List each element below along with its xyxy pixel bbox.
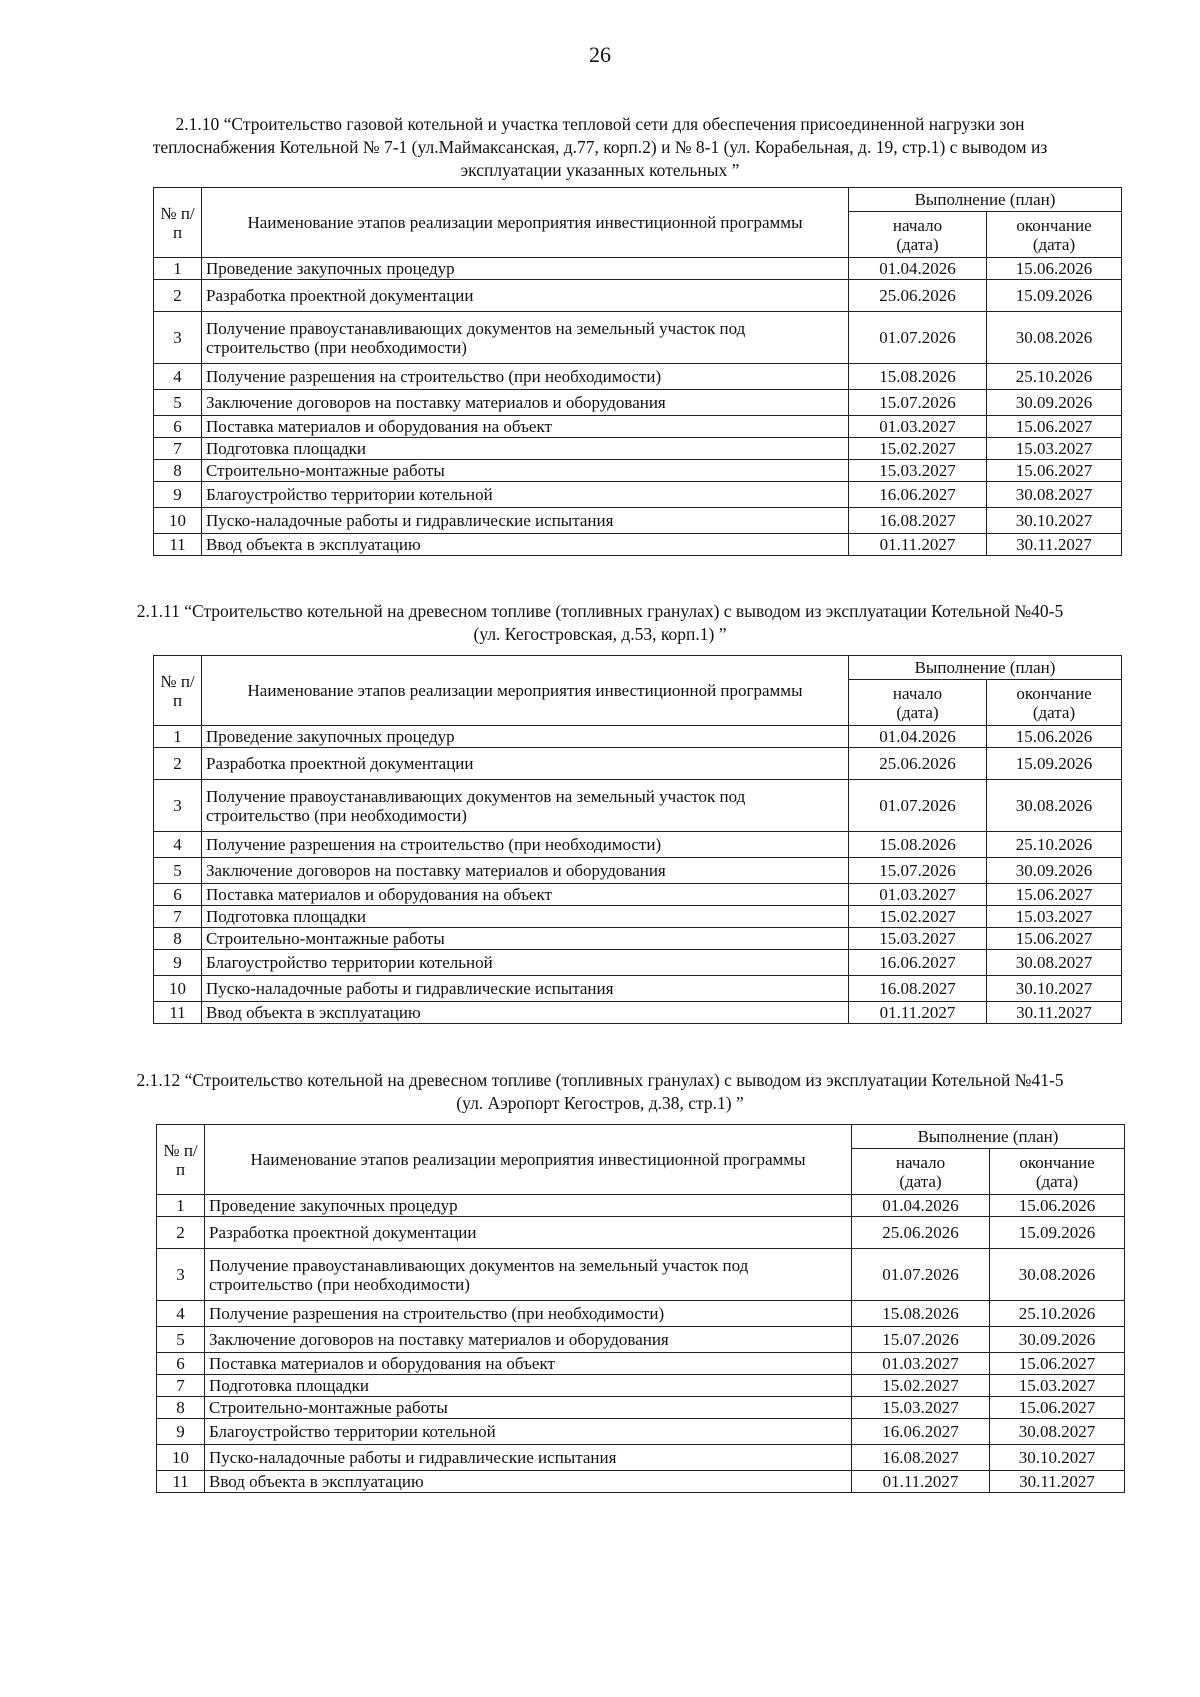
header-date-label: (дата)	[1032, 234, 1076, 254]
end-date: 25.10.2026	[987, 832, 1122, 858]
table-row	[154, 976, 1122, 1002]
row-number: 2	[154, 748, 202, 780]
row-number: 8	[154, 928, 202, 950]
row-number: 4	[154, 364, 202, 390]
start-date: 01.03.2027	[849, 416, 987, 438]
row-number: 6	[154, 416, 202, 438]
end-date: 15.06.2027	[987, 928, 1122, 950]
stage-name: Ввод объекта в эксплуатацию	[205, 1471, 852, 1493]
row-number: 11	[157, 1471, 205, 1493]
header-execution: Выполнение (план)	[849, 656, 1122, 680]
schedule-table	[153, 187, 1122, 556]
header-date-label: (дата)	[1032, 702, 1076, 722]
table-row	[157, 1397, 1125, 1419]
start-date: 01.11.2027	[852, 1471, 990, 1493]
table-row	[154, 780, 1122, 832]
start-date: 01.04.2026	[852, 1195, 990, 1217]
table-row	[157, 1217, 1125, 1249]
start-date: 16.06.2027	[849, 950, 987, 976]
schedule-table	[153, 655, 1122, 1024]
table-row	[154, 482, 1122, 508]
start-date: 15.08.2026	[849, 364, 987, 390]
end-date: 15.03.2027	[987, 438, 1122, 460]
table-row	[157, 1471, 1125, 1493]
end-date: 30.08.2026	[987, 780, 1122, 832]
header-num: № п/п	[154, 656, 202, 726]
start-date: 01.07.2026	[852, 1249, 990, 1301]
row-number: 6	[157, 1353, 205, 1375]
end-date: 15.06.2027	[987, 884, 1122, 906]
table-row	[157, 1375, 1125, 1397]
header-num: № п/п	[154, 188, 202, 258]
row-number: 4	[154, 832, 202, 858]
stage-name: Строительно-монтажные работы	[202, 928, 849, 950]
start-date: 25.06.2026	[852, 1217, 990, 1249]
start-date: 15.03.2027	[849, 928, 987, 950]
table-row	[157, 1445, 1125, 1471]
stage-name: Строительно-монтажные работы	[205, 1397, 852, 1419]
table-row	[157, 1195, 1125, 1217]
stage-name: Проведение закупочных процедур	[205, 1195, 852, 1217]
header-name: Наименование этапов реализации мероприятия инвестиционной программы	[202, 656, 849, 726]
row-number: 2	[154, 280, 202, 312]
row-number: 7	[154, 438, 202, 460]
schedule-table	[156, 1124, 1125, 1493]
section-title: 2.1.12 “Строительство котельной на древесном топливе (топливных гранулах) с выводом из эксплуатации Котельной №41-5 (ул. Аэропорт Кегостров, д.38, стр.1) ”	[136, 1070, 1064, 1113]
stage-name: Строительно-монтажные работы	[202, 460, 849, 482]
stage-name: Благоустройство территории котельной	[205, 1419, 852, 1445]
start-date: 25.06.2026	[849, 280, 987, 312]
stage-name: Пуско-наладочные работы и гидравлические испытания	[205, 1445, 852, 1471]
start-date: 15.07.2026	[849, 858, 987, 884]
row-number: 5	[154, 390, 202, 416]
start-date: 01.03.2027	[852, 1353, 990, 1375]
table-row	[154, 312, 1122, 364]
stage-name: Поставка материалов и оборудования на объект	[205, 1353, 852, 1375]
table-row	[154, 748, 1122, 780]
row-number: 5	[157, 1327, 205, 1353]
stage-name: Разработка проектной документации	[202, 280, 849, 312]
end-date: 15.09.2026	[987, 748, 1122, 780]
row-number: 1	[157, 1195, 205, 1217]
header-end	[987, 680, 1122, 726]
row-number: 8	[157, 1397, 205, 1419]
stage-name: Благоустройство территории котельной	[202, 482, 849, 508]
header-start	[849, 680, 987, 726]
stage-name: Пуско-наладочные работы и гидравлические испытания	[202, 976, 849, 1002]
start-date: 01.11.2027	[849, 1002, 987, 1024]
start-date: 15.07.2026	[849, 390, 987, 416]
start-date: 01.11.2027	[849, 534, 987, 556]
header-row	[154, 188, 1122, 212]
section-title: 2.1.11 “Строительство котельной на древесном топливе (топливных гранулах) с выводом из эксплуатации Котельной №40-5 (ул. Кегостровская, д.53, корп.1) ”	[136, 601, 1064, 644]
end-date: 15.06.2026	[987, 726, 1122, 748]
table-row	[154, 1002, 1122, 1024]
start-date: 16.08.2027	[849, 976, 987, 1002]
start-date: 25.06.2026	[849, 748, 987, 780]
table-row	[154, 438, 1122, 460]
end-date: 15.06.2027	[987, 460, 1122, 482]
row-number: 7	[157, 1375, 205, 1397]
row-number: 10	[157, 1445, 205, 1471]
header-row	[154, 656, 1122, 680]
end-date: 15.09.2026	[987, 280, 1122, 312]
stage-name: Заключение договоров на поставку материалов и оборудования	[205, 1327, 852, 1353]
end-date: 15.09.2026	[990, 1217, 1125, 1249]
end-date: 15.06.2027	[990, 1353, 1125, 1375]
header-start	[849, 212, 987, 258]
table-row	[157, 1327, 1125, 1353]
stage-name: Подготовка площадки	[202, 906, 849, 928]
end-date: 30.09.2026	[987, 390, 1122, 416]
end-date: 15.06.2027	[987, 416, 1122, 438]
start-date: 15.03.2027	[849, 460, 987, 482]
header-end	[990, 1149, 1125, 1195]
header-execution: Выполнение (план)	[849, 188, 1122, 212]
section-title: 2.1.10 “Строительство газовой котельной и участка тепловой сети для обеспечения присоединенной нагрузки зон теплоснабжения Котельной № 7-1 (ул.Маймаксанская, д.77, корп.2) и № 8-1 (ул. Корабельная, д. 19, стр.1) с выводом из эксплуатации указанных котельных ”	[152, 114, 1048, 180]
row-number: 3	[154, 780, 202, 832]
stage-name: Получение правоустанавливающих документов на земельный участок под строительство (при необходимости)	[202, 780, 849, 832]
table-row	[154, 258, 1122, 280]
row-number: 10	[154, 976, 202, 1002]
end-date: 15.06.2027	[990, 1397, 1125, 1419]
start-date: 15.08.2026	[849, 832, 987, 858]
stage-name: Заключение договоров на поставку материалов и оборудования	[202, 390, 849, 416]
stage-name: Разработка проектной документации	[202, 748, 849, 780]
end-date: 15.06.2026	[990, 1195, 1125, 1217]
header-start-label: начало	[895, 1152, 946, 1172]
end-date: 30.08.2026	[987, 312, 1122, 364]
header-end-label: окончание	[1019, 1152, 1095, 1172]
row-number: 3	[154, 312, 202, 364]
header-num: № п/п	[157, 1125, 205, 1195]
header-date-label: (дата)	[896, 234, 939, 254]
header-start-label: начало	[892, 215, 943, 235]
table-row	[154, 416, 1122, 438]
stage-name: Заключение договоров на поставку материалов и оборудования	[202, 858, 849, 884]
table-row	[157, 1353, 1125, 1375]
stage-name: Получение разрешения на строительство (при необходимости)	[202, 832, 849, 858]
header-end-label: окончание	[1016, 683, 1092, 703]
row-number: 11	[154, 1002, 202, 1024]
end-date: 15.03.2027	[987, 906, 1122, 928]
end-date: 30.08.2026	[990, 1249, 1125, 1301]
row-number: 9	[157, 1419, 205, 1445]
end-date: 15.06.2026	[987, 258, 1122, 280]
header-end-label: окончание	[1016, 215, 1092, 235]
start-date: 16.06.2027	[852, 1419, 990, 1445]
row-number: 6	[154, 884, 202, 906]
stage-name: Получение разрешения на строительство (при необходимости)	[202, 364, 849, 390]
row-number: 1	[154, 726, 202, 748]
end-date: 30.11.2027	[987, 1002, 1122, 1024]
stage-name: Подготовка площадки	[202, 438, 849, 460]
header-start	[852, 1149, 990, 1195]
header-name: Наименование этапов реализации мероприятия инвестиционной программы	[205, 1125, 852, 1195]
end-date: 30.10.2027	[987, 508, 1122, 534]
header-name: Наименование этапов реализации мероприятия инвестиционной программы	[202, 188, 849, 258]
header-start-label: начало	[892, 683, 943, 703]
stage-name: Получение правоустанавливающих документов на земельный участок под строительство (при необходимости)	[202, 312, 849, 364]
start-date: 16.06.2027	[849, 482, 987, 508]
row-number: 4	[157, 1301, 205, 1327]
header-date-label: (дата)	[896, 702, 939, 722]
table-row	[154, 950, 1122, 976]
start-date: 16.08.2027	[849, 508, 987, 534]
end-date: 30.08.2027	[987, 950, 1122, 976]
stage-name: Ввод объекта в эксплуатацию	[202, 1002, 849, 1024]
header-date-label: (дата)	[1035, 1171, 1079, 1191]
stage-name: Получение разрешения на строительство (при необходимости)	[205, 1301, 852, 1327]
stage-name: Поставка материалов и оборудования на объект	[202, 884, 849, 906]
start-date: 01.07.2026	[849, 780, 987, 832]
end-date: 30.09.2026	[990, 1327, 1125, 1353]
page-number: 26	[589, 42, 611, 67]
row-number: 11	[154, 534, 202, 556]
section-block	[0, 113, 1200, 182]
start-date: 01.03.2027	[849, 884, 987, 906]
stage-name: Благоустройство территории котельной	[202, 950, 849, 976]
header-row	[157, 1125, 1125, 1149]
row-number: 9	[154, 950, 202, 976]
row-number: 8	[154, 460, 202, 482]
end-date: 15.03.2027	[990, 1375, 1125, 1397]
start-date: 15.07.2026	[852, 1327, 990, 1353]
stage-name: Ввод объекта в эксплуатацию	[202, 534, 849, 556]
stage-name: Получение правоустанавливающих документов на земельный участок под строительство (при необходимости)	[205, 1249, 852, 1301]
row-number: 5	[154, 858, 202, 884]
table-row	[154, 906, 1122, 928]
table-row	[154, 534, 1122, 556]
table-row	[154, 832, 1122, 858]
stage-name: Проведение закупочных процедур	[202, 258, 849, 280]
start-date: 15.02.2027	[849, 906, 987, 928]
end-date: 30.09.2026	[987, 858, 1122, 884]
table-row	[154, 508, 1122, 534]
end-date: 30.08.2027	[990, 1419, 1125, 1445]
row-number: 7	[154, 906, 202, 928]
row-number: 1	[154, 258, 202, 280]
table-row	[157, 1301, 1125, 1327]
table-row	[154, 460, 1122, 482]
row-number: 10	[154, 508, 202, 534]
stage-name: Пуско-наладочные работы и гидравлические испытания	[202, 508, 849, 534]
end-date: 30.11.2027	[987, 534, 1122, 556]
start-date: 01.04.2026	[849, 726, 987, 748]
end-date: 30.10.2027	[987, 976, 1122, 1002]
table-row	[154, 884, 1122, 906]
table-row	[154, 390, 1122, 416]
stage-name: Подготовка площадки	[205, 1375, 852, 1397]
start-date: 01.07.2026	[849, 312, 987, 364]
start-date: 15.08.2026	[852, 1301, 990, 1327]
row-number: 9	[154, 482, 202, 508]
stage-name: Разработка проектной документации	[205, 1217, 852, 1249]
section-block	[0, 1069, 1200, 1115]
section-block	[0, 600, 1200, 646]
end-date: 30.08.2027	[987, 482, 1122, 508]
start-date: 15.02.2027	[852, 1375, 990, 1397]
table-row	[154, 364, 1122, 390]
end-date: 25.10.2026	[987, 364, 1122, 390]
header-end	[987, 212, 1122, 258]
row-number: 3	[157, 1249, 205, 1301]
table-row	[154, 858, 1122, 884]
table-row	[157, 1419, 1125, 1445]
end-date: 30.10.2027	[990, 1445, 1125, 1471]
start-date: 15.02.2027	[849, 438, 987, 460]
table-row	[154, 280, 1122, 312]
stage-name: Проведение закупочных процедур	[202, 726, 849, 748]
table-row	[154, 726, 1122, 748]
row-number: 2	[157, 1217, 205, 1249]
end-date: 25.10.2026	[990, 1301, 1125, 1327]
table-row	[154, 928, 1122, 950]
start-date: 15.03.2027	[852, 1397, 990, 1419]
start-date: 16.08.2027	[852, 1445, 990, 1471]
stage-name: Поставка материалов и оборудования на объект	[202, 416, 849, 438]
end-date: 30.11.2027	[990, 1471, 1125, 1493]
table-row	[157, 1249, 1125, 1301]
header-date-label: (дата)	[899, 1171, 942, 1191]
start-date: 01.04.2026	[849, 258, 987, 280]
header-execution: Выполнение (план)	[852, 1125, 1125, 1149]
